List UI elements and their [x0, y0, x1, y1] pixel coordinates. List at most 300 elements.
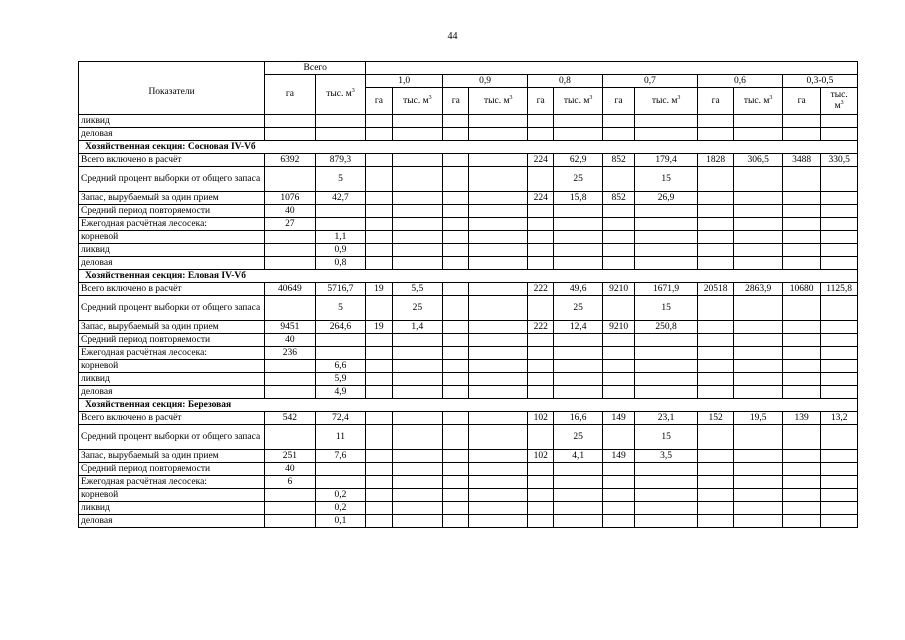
- table-cell: [366, 218, 392, 231]
- table-cell: [821, 476, 858, 489]
- table-cell: [528, 231, 554, 244]
- table-row: [79, 296, 858, 321]
- table-cell: [392, 205, 443, 218]
- table-cell: [734, 463, 783, 476]
- table-cell: [528, 502, 554, 515]
- table-cell: [734, 489, 783, 502]
- table-cell: [734, 244, 783, 257]
- table-cell: [469, 154, 528, 167]
- table-cell: [697, 463, 733, 476]
- table-cell: [635, 244, 698, 257]
- table-cell: [635, 257, 698, 270]
- table-cell: [554, 334, 603, 347]
- table-cell: [265, 296, 316, 321]
- table-cell: [734, 192, 783, 205]
- table-cell: [697, 128, 733, 141]
- table-cell: [366, 334, 392, 347]
- table-header: [79, 62, 858, 115]
- table-cell: [821, 128, 858, 141]
- table-cell: [635, 205, 698, 218]
- table-cell: [734, 218, 783, 231]
- table-cell: [469, 218, 528, 231]
- header-sub-ha: га: [528, 88, 554, 115]
- table-cell: [602, 463, 634, 476]
- table-cell: [635, 386, 698, 399]
- table-cell: [602, 476, 634, 489]
- table-cell: [782, 167, 820, 192]
- table-cell: 5,9: [315, 373, 366, 386]
- table-row: [79, 412, 858, 425]
- table-cell: [469, 463, 528, 476]
- table-cell: [554, 463, 603, 476]
- table-row: [79, 425, 858, 450]
- table-cell: [697, 425, 733, 450]
- table-cell: [392, 515, 443, 528]
- table-cell: 19: [366, 283, 392, 296]
- table-cell: 0,2: [315, 502, 366, 515]
- table-cell: [821, 373, 858, 386]
- table-cell: 15: [635, 296, 698, 321]
- table-cell: [443, 154, 469, 167]
- table-cell: [366, 167, 392, 192]
- table-cell: 330,5: [821, 154, 858, 167]
- table-cell: [265, 515, 316, 528]
- table-cell: [734, 115, 783, 128]
- table-cell: [469, 347, 528, 360]
- table-cell: [554, 244, 603, 257]
- table-cell: [392, 128, 443, 141]
- table-cell: [697, 502, 733, 515]
- table-cell: [392, 476, 443, 489]
- table-cell: 20518: [697, 283, 733, 296]
- table-cell: [697, 192, 733, 205]
- table-cell: [315, 218, 366, 231]
- table-cell: [782, 476, 820, 489]
- table-cell: 11: [315, 425, 366, 450]
- table-cell: [697, 386, 733, 399]
- table-cell: [469, 192, 528, 205]
- table-cell: [734, 476, 783, 489]
- table-cell: 102: [528, 450, 554, 463]
- row-label: деловая: [79, 515, 265, 528]
- table-cell: [782, 128, 820, 141]
- section-title: Хозяйственная секция: Березовая: [79, 399, 858, 412]
- section-title: Хозяйственная секция: Сосновая IV-Vб: [79, 141, 858, 154]
- table-cell: [635, 476, 698, 489]
- table-cell: 19: [366, 321, 392, 334]
- table-cell: [602, 115, 634, 128]
- section-header-row: [79, 399, 858, 412]
- section-header-row: [79, 270, 858, 283]
- table-cell: [602, 425, 634, 450]
- table-cell: [392, 167, 443, 192]
- table-cell: [528, 425, 554, 450]
- table-cell: [697, 450, 733, 463]
- table-cell: 15: [635, 167, 698, 192]
- table-cell: [734, 373, 783, 386]
- table-cell: [821, 218, 858, 231]
- row-label: ликвид: [79, 244, 265, 257]
- table-row: [79, 321, 858, 334]
- table-cell: [392, 425, 443, 450]
- table-cell: [554, 502, 603, 515]
- table-cell: [265, 489, 316, 502]
- header-density-1: 1,0: [366, 75, 443, 88]
- table-cell: 0,2: [315, 489, 366, 502]
- table-cell: [697, 257, 733, 270]
- table-cell: [443, 257, 469, 270]
- table-cell: [366, 386, 392, 399]
- table-cell: [602, 231, 634, 244]
- table-cell: [443, 386, 469, 399]
- table-cell: [366, 231, 392, 244]
- table-cell: [635, 218, 698, 231]
- header-density-5: 0,6: [697, 75, 782, 88]
- table-cell: 62,9: [554, 154, 603, 167]
- header-sub-ha: га: [782, 88, 820, 115]
- table-cell: 23,1: [635, 412, 698, 425]
- table-cell: [366, 347, 392, 360]
- table-cell: [821, 463, 858, 476]
- row-label: Всего включено в расчёт: [79, 154, 265, 167]
- table-cell: [782, 463, 820, 476]
- row-label: Всего включено в расчёт: [79, 283, 265, 296]
- table-cell: [697, 515, 733, 528]
- table-cell: [366, 476, 392, 489]
- header-density-2: 0,9: [443, 75, 528, 88]
- table-cell: [528, 476, 554, 489]
- table-cell: [734, 128, 783, 141]
- table-cell: 6392: [265, 154, 316, 167]
- table-cell: [602, 386, 634, 399]
- header-total-ha: га: [265, 75, 316, 115]
- table-cell: 179,4: [635, 154, 698, 167]
- table-cell: [602, 244, 634, 257]
- table-cell: 6,6: [315, 360, 366, 373]
- table-cell: [734, 167, 783, 192]
- table-row: [79, 502, 858, 515]
- table-cell: [554, 231, 603, 244]
- table-cell: [528, 463, 554, 476]
- table-cell: [392, 360, 443, 373]
- table-cell: [821, 450, 858, 463]
- table-cell: 40: [265, 463, 316, 476]
- table-cell: [469, 205, 528, 218]
- table-cell: [366, 489, 392, 502]
- table-cell: [366, 192, 392, 205]
- table-cell: [697, 476, 733, 489]
- table-cell: [443, 128, 469, 141]
- table-row: [79, 463, 858, 476]
- header-density-3: 0,8: [528, 75, 603, 88]
- table-row: [79, 231, 858, 244]
- table-cell: 224: [528, 192, 554, 205]
- row-label: Всего включено в расчёт: [79, 412, 265, 425]
- header-sub-ha: га: [366, 88, 392, 115]
- table-cell: [821, 167, 858, 192]
- table-cell: [392, 373, 443, 386]
- table-cell: [821, 360, 858, 373]
- table-cell: [315, 128, 366, 141]
- table-cell: [469, 257, 528, 270]
- forest-calculation-table: [78, 61, 858, 528]
- table-cell: [366, 154, 392, 167]
- table-cell: 152: [697, 412, 733, 425]
- table-cell: [392, 489, 443, 502]
- table-cell: 40649: [265, 283, 316, 296]
- row-label: деловая: [79, 257, 265, 270]
- table-cell: [469, 296, 528, 321]
- table-cell: [469, 502, 528, 515]
- table-cell: [469, 373, 528, 386]
- table-cell: [697, 373, 733, 386]
- table-cell: [443, 192, 469, 205]
- table-cell: [602, 257, 634, 270]
- table-cell: [528, 373, 554, 386]
- table-row: [79, 205, 858, 218]
- table-cell: 25: [554, 167, 603, 192]
- header-sub-ha: га: [697, 88, 733, 115]
- table-cell: [469, 334, 528, 347]
- row-label: Средний процент выборки от общего запаса: [79, 167, 265, 192]
- table-cell: [265, 257, 316, 270]
- table-cell: [315, 205, 366, 218]
- table-cell: 250,8: [635, 321, 698, 334]
- table-cell: 40: [265, 205, 316, 218]
- table-cell: [392, 154, 443, 167]
- table-cell: [554, 128, 603, 141]
- table-cell: 222: [528, 321, 554, 334]
- table-cell: [392, 257, 443, 270]
- table-cell: [366, 205, 392, 218]
- row-label: Средний период повторяемости: [79, 463, 265, 476]
- table-row: [79, 128, 858, 141]
- table-cell: [635, 128, 698, 141]
- table-cell: [392, 231, 443, 244]
- row-label: корневой: [79, 231, 265, 244]
- table-cell: [602, 515, 634, 528]
- table-cell: [469, 425, 528, 450]
- row-label: Ежегодная расчётная лесосека:: [79, 476, 265, 489]
- table-cell: [443, 115, 469, 128]
- table-cell: [265, 386, 316, 399]
- table-cell: [443, 450, 469, 463]
- table-cell: [554, 257, 603, 270]
- table-cell: [469, 360, 528, 373]
- table-cell: [602, 373, 634, 386]
- section-header-row: [79, 141, 858, 154]
- table-cell: 236: [265, 347, 316, 360]
- table-cell: [528, 347, 554, 360]
- table-cell: 42,7: [315, 192, 366, 205]
- table-cell: 3,5: [635, 450, 698, 463]
- table-cell: [602, 205, 634, 218]
- table-cell: [821, 386, 858, 399]
- table-cell: [821, 334, 858, 347]
- section-title: Хозяйственная секция: Еловая IV-Vб: [79, 270, 858, 283]
- table-cell: [443, 244, 469, 257]
- table-cell: 2863,9: [734, 283, 783, 296]
- table-cell: [821, 489, 858, 502]
- table-cell: [443, 360, 469, 373]
- table-cell: [554, 476, 603, 489]
- table-cell: [782, 489, 820, 502]
- table-cell: 1828: [697, 154, 733, 167]
- row-label: ликвид: [79, 115, 265, 128]
- header-sub-ha: га: [443, 88, 469, 115]
- table-cell: [782, 425, 820, 450]
- table-cell: [821, 192, 858, 205]
- table-cell: [554, 515, 603, 528]
- table-cell: [635, 373, 698, 386]
- table-cell: [315, 334, 366, 347]
- table-cell: [697, 244, 733, 257]
- table-cell: 0,1: [315, 515, 366, 528]
- table-cell: [443, 334, 469, 347]
- row-label: Ежегодная расчётная лесосека:: [79, 347, 265, 360]
- table-cell: [366, 115, 392, 128]
- table-cell: [469, 412, 528, 425]
- table-cell: 25: [392, 296, 443, 321]
- table-cell: 1125,8: [821, 283, 858, 296]
- table-cell: [392, 244, 443, 257]
- header-sub-thous: тыс. $м^3$: [554, 88, 603, 115]
- table-cell: [469, 515, 528, 528]
- table-cell: [635, 515, 698, 528]
- table-cell: [782, 334, 820, 347]
- table-cell: [443, 502, 469, 515]
- table-cell: 264,6: [315, 321, 366, 334]
- table-cell: [635, 347, 698, 360]
- table-cell: 5: [315, 296, 366, 321]
- header-sub-thous: тыс. $м^3$: [734, 88, 783, 115]
- table-row: [79, 476, 858, 489]
- table-cell: [635, 231, 698, 244]
- table-cell: [782, 515, 820, 528]
- table-cell: [602, 347, 634, 360]
- table-cell: [392, 450, 443, 463]
- row-label: Запас, вырубаемый за один прием: [79, 192, 265, 205]
- header-sub-thous-short: тыс. $м^3$: [821, 88, 858, 115]
- table-cell: [469, 115, 528, 128]
- table-cell: [734, 360, 783, 373]
- row-label: Средний период повторяемости: [79, 205, 265, 218]
- table-row: [79, 347, 858, 360]
- table-cell: [366, 425, 392, 450]
- table-cell: [782, 347, 820, 360]
- table-cell: [782, 360, 820, 373]
- table-cell: [734, 450, 783, 463]
- table-cell: [635, 502, 698, 515]
- table-cell: [734, 321, 783, 334]
- table-cell: [602, 502, 634, 515]
- table-cell: [315, 463, 366, 476]
- header-total: Всего: [265, 62, 366, 75]
- table-cell: 9210: [602, 321, 634, 334]
- table-cell: [469, 283, 528, 296]
- table-row: [79, 283, 858, 296]
- table-cell: [697, 334, 733, 347]
- table-body: [79, 115, 858, 528]
- table-cell: 4,1: [554, 450, 603, 463]
- table-cell: [265, 231, 316, 244]
- table-cell: [734, 334, 783, 347]
- table-cell: [602, 489, 634, 502]
- page-number: 44: [447, 31, 458, 42]
- table-cell: [443, 321, 469, 334]
- table-cell: [392, 115, 443, 128]
- table-cell: 149: [602, 412, 634, 425]
- table-cell: [265, 360, 316, 373]
- table-cell: 251: [265, 450, 316, 463]
- table-cell: 27: [265, 218, 316, 231]
- table-cell: 5,5: [392, 283, 443, 296]
- table-cell: 149: [602, 450, 634, 463]
- table-cell: [443, 167, 469, 192]
- table-cell: [821, 502, 858, 515]
- table-cell: [782, 373, 820, 386]
- table-cell: 16,6: [554, 412, 603, 425]
- table-cell: 4,9: [315, 386, 366, 399]
- table-cell: [697, 347, 733, 360]
- table-cell: 0,9: [315, 244, 366, 257]
- table-cell: [528, 167, 554, 192]
- row-label: деловая: [79, 386, 265, 399]
- table-cell: [443, 463, 469, 476]
- table-cell: 222: [528, 283, 554, 296]
- table-cell: [782, 218, 820, 231]
- table-cell: [443, 489, 469, 502]
- table-cell: [366, 463, 392, 476]
- table-cell: [554, 386, 603, 399]
- table-cell: [528, 115, 554, 128]
- header-density-4: 0,7: [602, 75, 697, 88]
- row-label: Средний процент выборки от общего запаса: [79, 425, 265, 450]
- table-cell: [602, 128, 634, 141]
- table-cell: [821, 231, 858, 244]
- table-cell: [734, 386, 783, 399]
- table-cell: [821, 515, 858, 528]
- table-cell: 12,4: [554, 321, 603, 334]
- table-cell: [782, 244, 820, 257]
- header-sub-thous: тыс. $м^3$: [469, 88, 528, 115]
- table-cell: [443, 476, 469, 489]
- table-cell: 1,4: [392, 321, 443, 334]
- table-cell: [782, 502, 820, 515]
- table-cell: [469, 476, 528, 489]
- table-cell: [554, 115, 603, 128]
- table-cell: [443, 425, 469, 450]
- table-cell: [528, 515, 554, 528]
- table-cell: [821, 205, 858, 218]
- row-label: Средний процент выборки от общего запаса: [79, 296, 265, 321]
- table-cell: 1,1: [315, 231, 366, 244]
- table-cell: [392, 192, 443, 205]
- table-cell: [821, 115, 858, 128]
- table-cell: [602, 296, 634, 321]
- row-label: Запас, вырубаемый за один прием: [79, 321, 265, 334]
- table-cell: 25: [554, 296, 603, 321]
- table-cell: [821, 244, 858, 257]
- table-cell: [602, 218, 634, 231]
- table-cell: [602, 167, 634, 192]
- table-cell: [265, 115, 316, 128]
- table-cell: [697, 489, 733, 502]
- table-cell: [697, 360, 733, 373]
- table-cell: [443, 205, 469, 218]
- table-cell: [602, 334, 634, 347]
- table-cell: 102: [528, 412, 554, 425]
